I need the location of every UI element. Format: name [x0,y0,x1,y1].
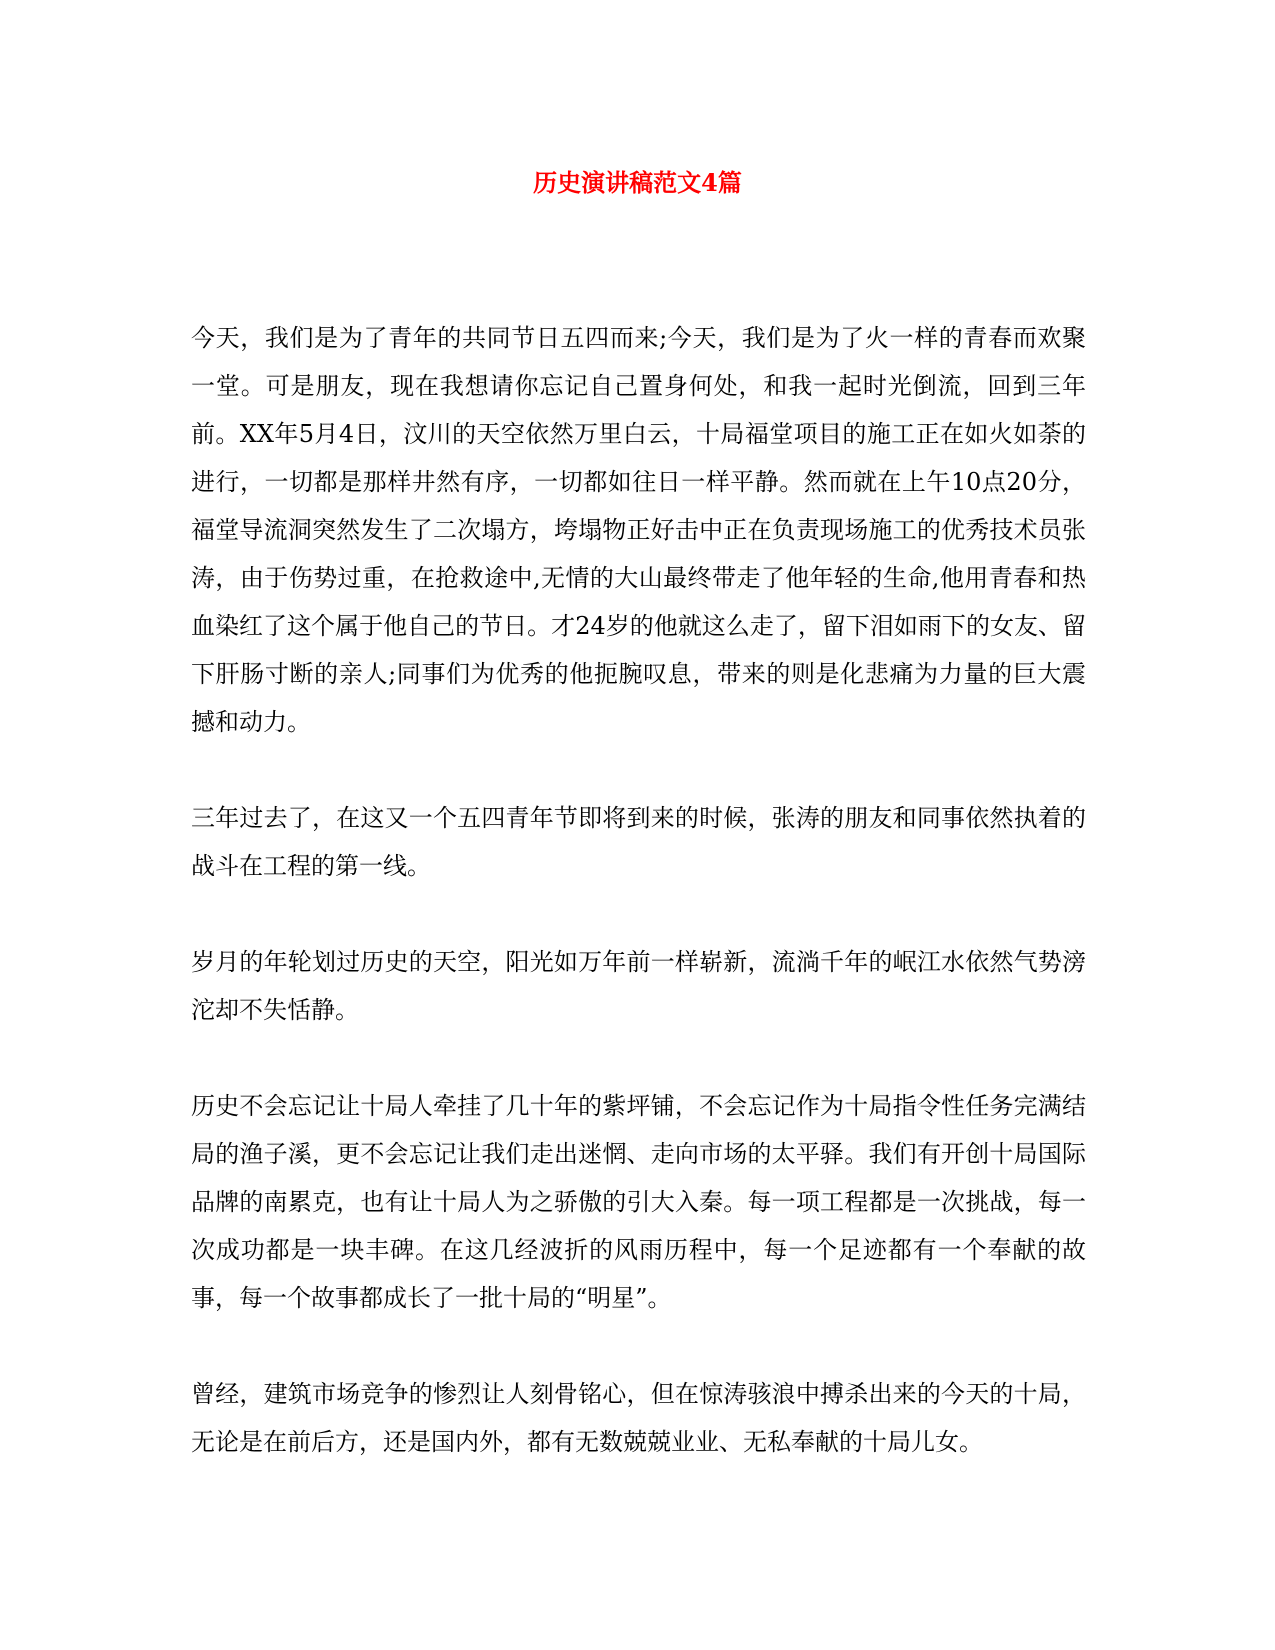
document-body [191,314,1086,1466]
paragraph: 今天，我们是为了青年的共同节日五四而来;今天，我们是为了火一样的青春而欢聚一堂。可是朋友，现在我想请你忘记自己置身何处，和我一起时光倒流，回到三年前。XX年5月4日，汶川的天空依然万里白云，十局福堂项目的施工正在如火如荼的进行，一切都是那样井然有序，一切都如往日一样平静。然而就在上午10点20分，福堂导流洞突然发生了二次塌方，垮塌物正好击中正在负责现场施工的优秀技术员张涛，由于伤势过重，在抢救途中,无情的大山最终带走了他年轻的生命,他用青春和热血染红了这个属于他自己的节日。才24岁的他就这么走了，留下泪如雨下的女友、留下肝肠寸断的亲人;同事们为优秀的他扼腕叹息，带来的则是化悲痛为力量的巨大震撼和动力。 [191,324,1086,736]
paragraph: 三年过去了，在这又一个五四青年节即将到来的时候，张涛的朋友和同事依然执着的战斗在工程的第一线。 [191,804,1086,880]
paragraph: 历史不会忘记让十局人牵挂了几十年的紫坪铺，不会忘记作为十局指令性任务完满结局的渔子溪，更不会忘记让我们走出迷惘、走向市场的太平驿。我们有开创十局国际品牌的南累克，也有让十局人为之骄傲的引大入秦。每一项工程都是一次挑战，每一次成功都是一块丰碑。在这几经波折的风雨历程中，每一个足迹都有一个奉献的故事，每一个故事都成长了一批十局的“明星”。 [191,1092,1086,1312]
paragraph: 岁月的年轮划过历史的天空，阳光如万年前一样崭新，流淌千年的岷江水依然气势滂沱却不失恬静。 [191,948,1086,1024]
paragraph: 曾经，建筑市场竞争的惨烈让人刻骨铭心，但在惊涛骇浪中搏杀出来的今天的十局，无论是在前后方，还是国内外，都有无数兢兢业业、无私奉献的十局儿女。 [191,1380,1086,1456]
document-title: 历史演讲稿范文4篇 [533,168,742,197]
